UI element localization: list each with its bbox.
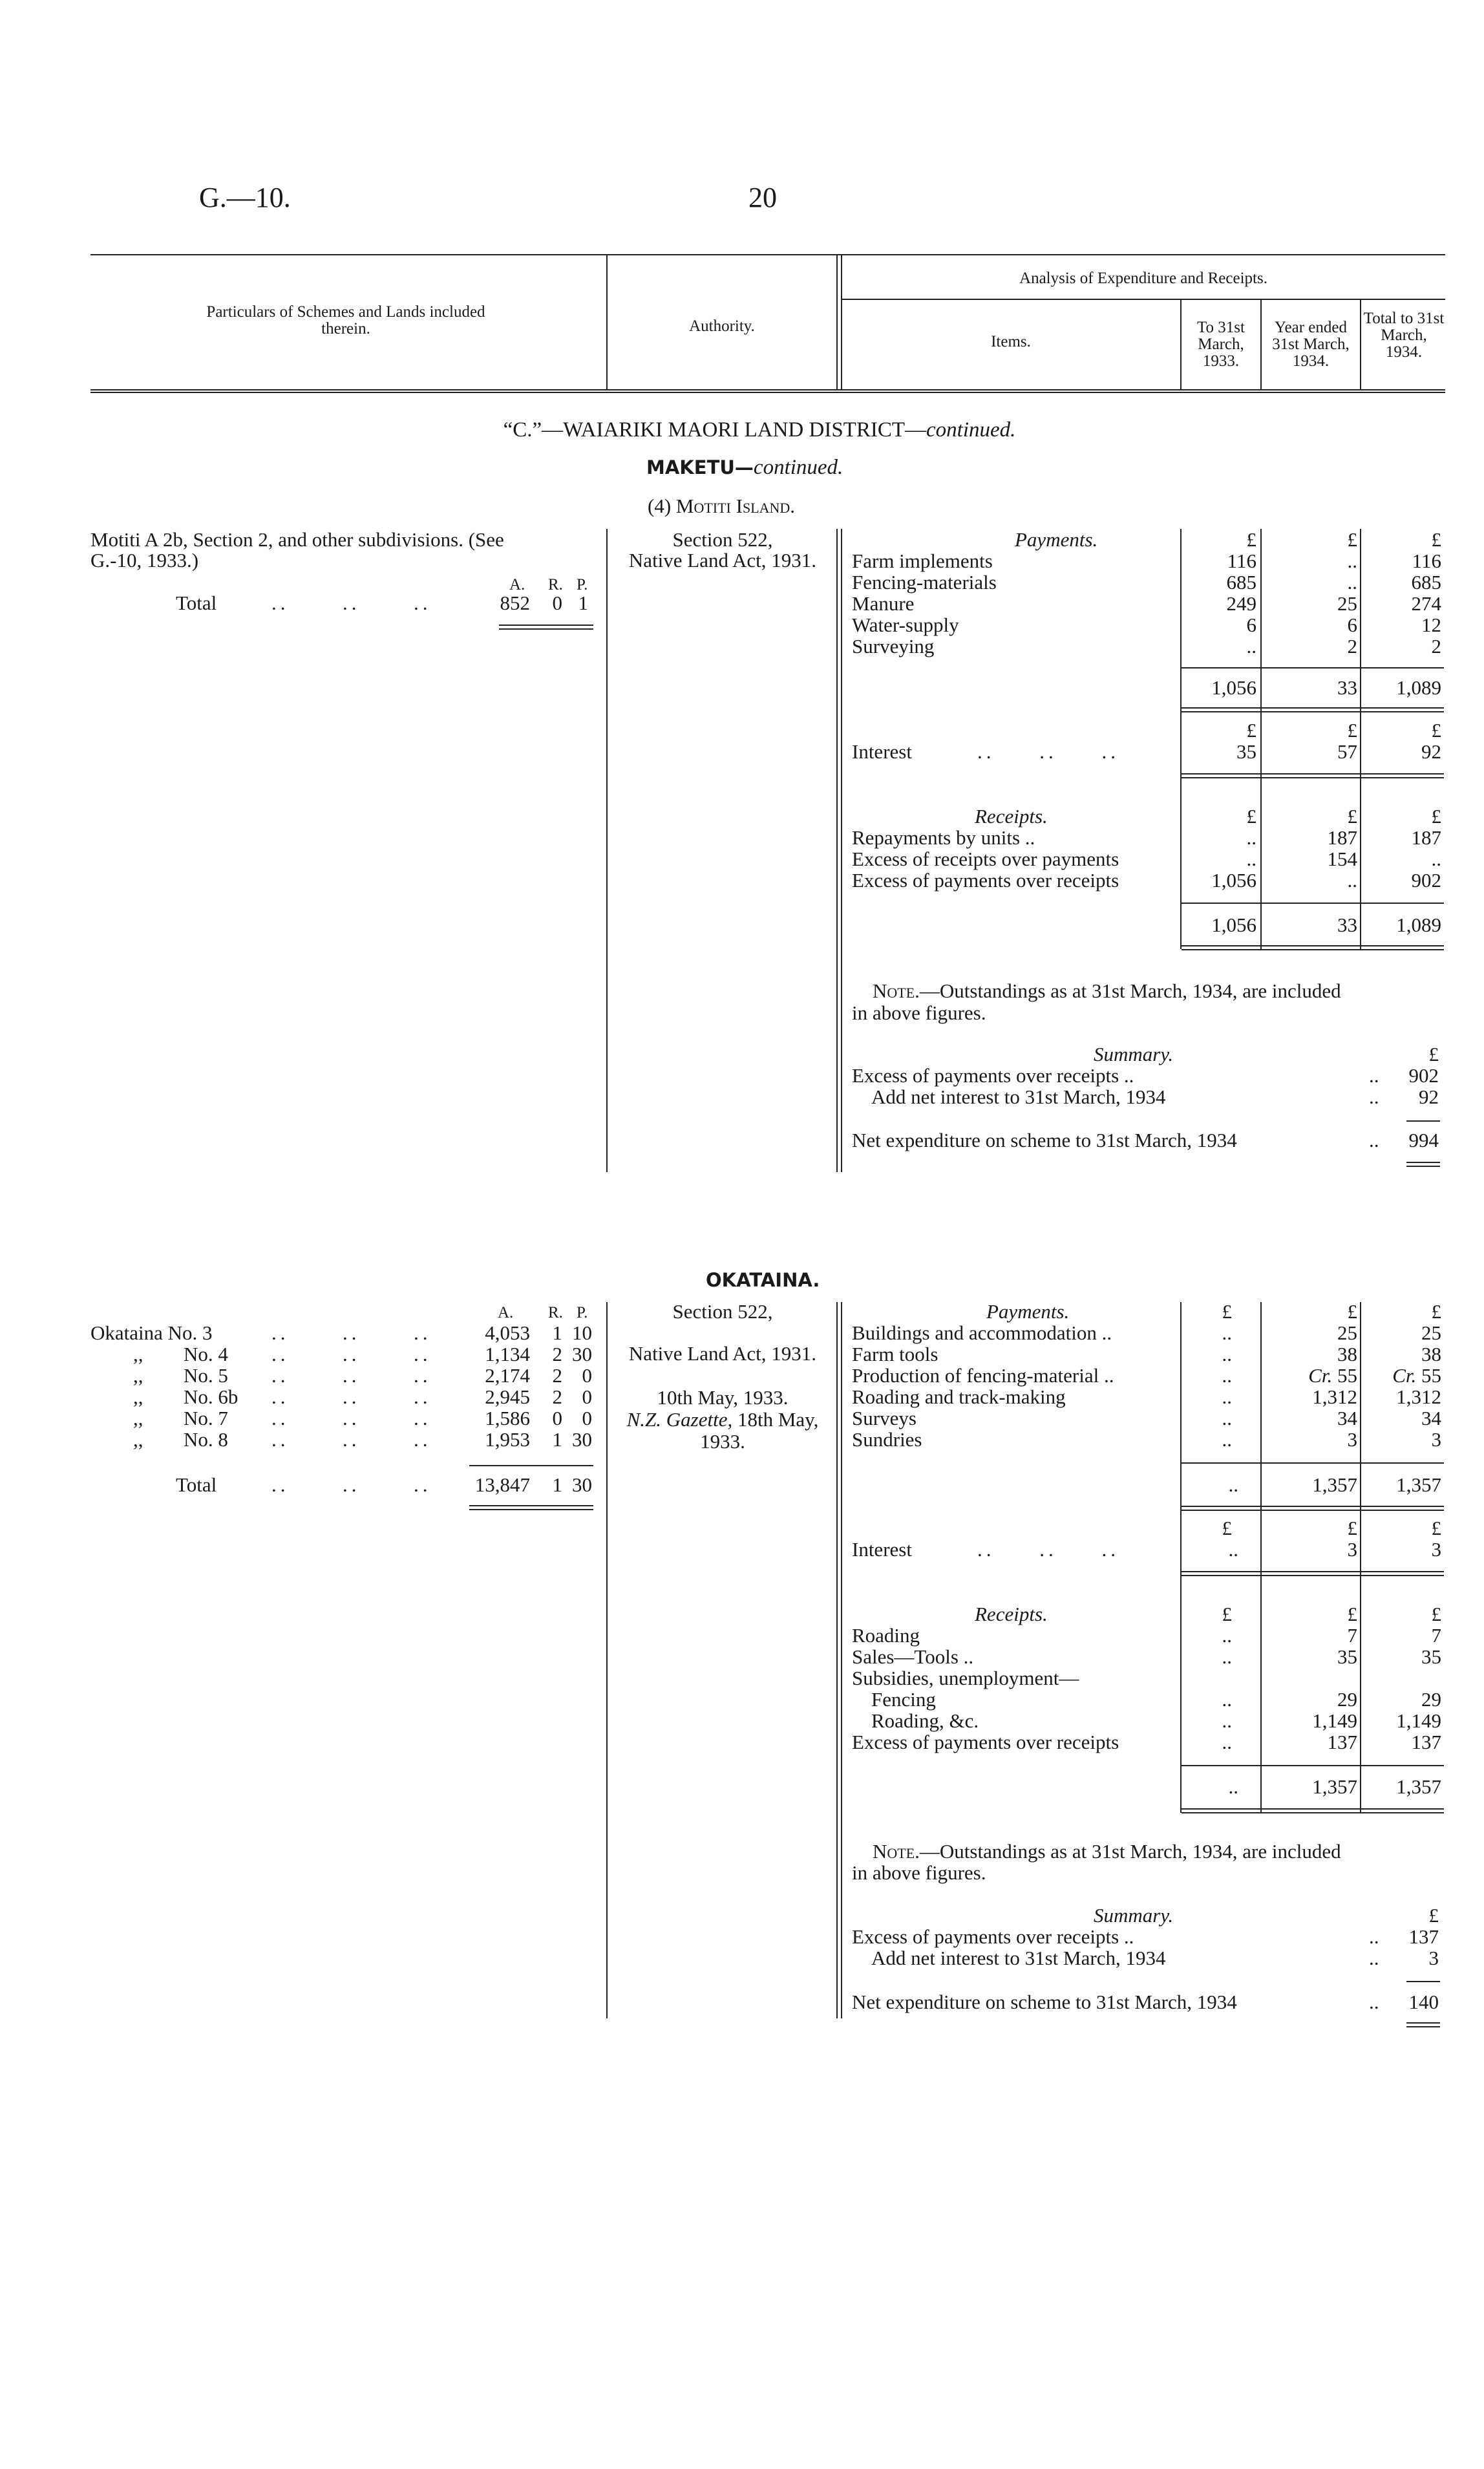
maketu-title: MAKETU—	[646, 456, 754, 478]
header-analysis: Analysis of Expenditure and Receipts.	[1019, 270, 1267, 287]
land-leader: .. .. ..	[271, 1364, 432, 1387]
motiti-interest-1: 35	[1236, 740, 1256, 763]
item-label: Excess of receipts over payments	[852, 848, 1119, 870]
item-value: ..	[1246, 848, 1256, 870]
item-value: ..	[1222, 1688, 1232, 1711]
motiti-net-leader: ..	[1369, 1129, 1379, 1151]
okataina-authority-1: Section 522,	[672, 1300, 773, 1323]
item-value: 1,312	[1312, 1385, 1357, 1408]
item-value: 34	[1421, 1407, 1441, 1429]
summary-value: 3	[1428, 1947, 1439, 1969]
item-value	[1366, 1365, 1441, 1387]
item-value: 38	[1421, 1343, 1441, 1365]
item-label: Sales—Tools ..	[852, 1645, 974, 1668]
land-name: Okataina No. 3	[90, 1321, 213, 1344]
okataina-payments-total-3: 1,357	[1396, 1473, 1441, 1496]
motiti-payments-total-2: 33	[1337, 676, 1357, 699]
summary-leader: ..	[1369, 1925, 1379, 1948]
item-value: ..	[1347, 571, 1357, 593]
motiti-interest-cur-2: £	[1347, 719, 1357, 742]
motiti-receipts-total-2: 33	[1337, 914, 1357, 936]
okataina-gazette: N.Z. Gazette,	[626, 1408, 733, 1431]
item-value: ..	[1347, 869, 1357, 892]
district-title: “C.”—WAIARIKI MAORI LAND DISTRICT—	[503, 418, 927, 442]
header-col2: Year ended 31st March, 1934.	[1272, 319, 1350, 370]
item-value: ..	[1222, 1624, 1232, 1647]
summary-item: Excess of payments over receipts ..	[852, 1925, 1134, 1948]
okataina-interest-leader: .. .. ..	[977, 1538, 1119, 1561]
okataina-receipts-cur-3: £	[1431, 1603, 1441, 1625]
motiti-payments-head: Payments.	[1015, 528, 1098, 551]
item-value: 7	[1347, 1624, 1357, 1647]
item-value: ..	[1222, 1321, 1232, 1344]
summary-leader: ..	[1369, 1947, 1379, 1969]
okataina-summary-head: Summary.	[1094, 1904, 1174, 1927]
item-value: 685	[1411, 571, 1441, 593]
okataina-receipts-total-1: ..	[1228, 1775, 1238, 1798]
item-label: Surveys	[852, 1407, 917, 1429]
item-value: 12	[1421, 614, 1441, 636]
motiti-receipts-head: Receipts.	[975, 805, 1048, 828]
okataina-interest-cur-3: £	[1431, 1517, 1441, 1539]
item-value: 116	[1227, 550, 1256, 572]
header-items: Items.	[991, 333, 1031, 350]
item-value: 29	[1337, 1688, 1357, 1711]
okataina-receipts-head: Receipts.	[975, 1603, 1048, 1625]
okataina-arp-a: A.	[498, 1304, 514, 1321]
item-label: Roading	[852, 1624, 920, 1647]
okataina-interest-cur-1: £	[1222, 1517, 1232, 1539]
item-value: 137	[1411, 1731, 1441, 1753]
okataina-receipts-total-3: 1,357	[1396, 1775, 1441, 1798]
motiti-interest-cur-3: £	[1431, 719, 1441, 742]
maketu-heading	[646, 456, 843, 478]
motiti-summary-currency: £	[1428, 1043, 1439, 1065]
motiti-currency-2: £	[1347, 528, 1357, 551]
item-value: 3	[1347, 1428, 1357, 1451]
item-label: Excess of payments over receipts	[852, 1731, 1119, 1753]
okataina-authority-4	[609, 1409, 836, 1431]
motiti-note-text: —Outstandings as at 31st March, 1934, are included	[919, 979, 1341, 1002]
land-leader: .. .. ..	[271, 1407, 432, 1429]
motiti-authority-1: Section 522,	[672, 528, 773, 551]
item-value: ..	[1222, 1364, 1232, 1387]
credit-marker: Cr.	[1308, 1364, 1333, 1387]
okataina-note	[873, 1841, 1341, 1863]
okataina-interest-3: 3	[1431, 1538, 1441, 1561]
motiti-rule-a	[606, 529, 608, 1172]
land-perches: 0	[582, 1385, 592, 1408]
okataina-currency-3: £	[1431, 1300, 1441, 1323]
motiti-receipts-total-3: 1,089	[1396, 914, 1441, 936]
okataina-authority-2: Native Land Act, 1931.	[628, 1342, 817, 1365]
item-value: 2	[1347, 635, 1357, 657]
header-col1: To 31st March, 1933.	[1197, 319, 1245, 370]
item-label: Fencing	[871, 1688, 936, 1711]
okataina-arp-p: P.	[577, 1304, 588, 1321]
motiti-note	[873, 980, 1341, 1002]
summary-leader: ..	[1369, 1064, 1379, 1087]
motiti-interest-2: 57	[1337, 740, 1357, 763]
okataina-authority-5: 1933.	[700, 1430, 745, 1453]
okataina-note-line2: in above figures.	[852, 1861, 986, 1884]
land-roods: 2	[552, 1343, 562, 1365]
item-label: Subsidies, unemployment—	[852, 1667, 1079, 1689]
okataina-interest-2: 3	[1347, 1538, 1357, 1561]
item-value: 1,149	[1396, 1709, 1441, 1732]
land-leader: .. .. ..	[271, 1428, 432, 1451]
okataina-currency-1: £	[1222, 1300, 1232, 1323]
okataina-receipts-cur-1: £	[1222, 1603, 1232, 1625]
item-value: 249	[1226, 592, 1256, 615]
motiti-note-line2: in above figures.	[852, 1001, 986, 1024]
header-particulars: Particulars of Schemes and Lands included therein.	[206, 303, 485, 337]
district-heading	[452, 419, 1066, 441]
item-value: ..	[1431, 848, 1441, 870]
item-value: 34	[1337, 1407, 1357, 1429]
item-label: Fencing-materials	[852, 571, 997, 593]
motiti-total-r: 0	[552, 592, 562, 614]
motiti-arp-a: A.	[509, 576, 525, 593]
motiti-net-label: Net expenditure on scheme to 31st March, 1934	[852, 1129, 1237, 1151]
motiti-interest-cur-1: £	[1246, 719, 1256, 742]
item-value: 7	[1431, 1624, 1441, 1647]
okataina-rule-c	[841, 1302, 842, 2018]
land-perches: 30	[572, 1343, 592, 1365]
item-label: Production of fencing-material ..	[852, 1364, 1114, 1387]
motiti-net-value: 994	[1408, 1129, 1439, 1151]
item-value: 685	[1226, 571, 1256, 593]
ditto-mark: ,,	[133, 1364, 143, 1387]
land-acres: 1,953	[485, 1428, 530, 1451]
motiti-payments-total-1: 1,056	[1211, 676, 1256, 699]
item-label: Excess of payments over receipts	[852, 869, 1119, 892]
item-label: Sundries	[852, 1428, 922, 1451]
summary-item: Excess of payments over receipts ..	[852, 1064, 1134, 1087]
motiti-receipts-total-1: 1,056	[1211, 914, 1256, 936]
item-value: 1,056	[1211, 869, 1256, 892]
item-value: ..	[1222, 1343, 1232, 1365]
okataina-interest-1: ..	[1228, 1538, 1238, 1561]
motiti-receipts-cur-1: £	[1246, 805, 1256, 828]
motiti-receipts-cur-3: £	[1431, 805, 1441, 828]
item-label: Buildings and accommodation ..	[852, 1321, 1112, 1344]
okataina-receipts-total-2: 1,357	[1312, 1775, 1357, 1798]
page-ref: G.—10.	[199, 182, 291, 213]
okataina-total-p: 30	[572, 1473, 592, 1496]
motiti-interest-leader: .. .. ..	[977, 740, 1119, 763]
item-value: 25	[1337, 1321, 1357, 1344]
motiti-interest-3: 92	[1421, 740, 1441, 763]
item-value: 1,149	[1312, 1709, 1357, 1732]
motiti-payments-total-3: 1,089	[1396, 676, 1441, 699]
okataina-summary-currency: £	[1428, 1904, 1439, 1927]
okataina-total-a: 13,847	[474, 1473, 530, 1496]
item-value: 29	[1421, 1688, 1441, 1711]
item-value: ..	[1222, 1709, 1232, 1732]
summary-value: 92	[1419, 1085, 1439, 1108]
item-value: 6	[1246, 614, 1256, 636]
item-value: 1,312	[1396, 1385, 1441, 1408]
motiti-arp-p: P.	[577, 576, 588, 593]
land-perches: 0	[582, 1364, 592, 1387]
credit-value: 55	[1421, 1364, 1441, 1387]
okataina-net-leader: ..	[1369, 1991, 1379, 2013]
land-perches: 0	[582, 1407, 592, 1429]
land-acres: 4,053	[485, 1321, 530, 1344]
item-value: 25	[1337, 592, 1357, 615]
okataina-rule-b	[836, 1302, 838, 2018]
land-name: No. 8	[184, 1428, 228, 1451]
item-value: 3	[1431, 1428, 1441, 1451]
credit-marker: Cr.	[1392, 1364, 1417, 1387]
item-label: Surveying	[852, 635, 935, 657]
okataina-interest-label: Interest	[852, 1538, 912, 1561]
land-acres: 1,134	[485, 1343, 530, 1365]
item-value: 187	[1411, 826, 1441, 849]
land-roods: 0	[552, 1407, 562, 1429]
item-label: Roading and track-making	[852, 1385, 1066, 1408]
okataina-total-r: 1	[552, 1473, 562, 1496]
motiti-subtitle: (4) Motiti Island.	[648, 495, 796, 517]
item-label: Water-supply	[852, 614, 959, 636]
item-label: Farm implements	[852, 550, 993, 572]
motiti-currency-1: £	[1246, 528, 1256, 551]
item-label: Farm tools	[852, 1343, 938, 1365]
summary-item: Add net interest to 31st March, 1934	[871, 1947, 1166, 1969]
item-value: 25	[1421, 1321, 1441, 1344]
okataina-rule-a	[606, 1302, 608, 2018]
summary-item: Add net interest to 31st March, 1934	[871, 1085, 1166, 1108]
okataina-receipts-cur-2: £	[1347, 1603, 1357, 1625]
item-value: ..	[1347, 550, 1357, 572]
item-value: 35	[1421, 1645, 1441, 1668]
okataina-net-value: 140	[1408, 1991, 1439, 2013]
land-perches: 30	[572, 1428, 592, 1451]
motiti-arp-r: R.	[548, 576, 563, 593]
district-continued: continued.	[926, 418, 1016, 442]
motiti-total-a: 852	[500, 592, 530, 614]
land-roods: 1	[552, 1321, 562, 1344]
item-value: ..	[1246, 635, 1256, 657]
okataina-arp-r: R.	[548, 1304, 563, 1321]
land-name: No. 5	[184, 1364, 228, 1387]
summary-leader: ..	[1369, 1085, 1379, 1108]
item-value: ..	[1222, 1385, 1232, 1408]
motiti-rule-c	[841, 529, 842, 1172]
item-value: 187	[1327, 826, 1357, 849]
motiti-total-p: 1	[578, 592, 588, 614]
okataina-payments-total-2: 1,357	[1312, 1473, 1357, 1496]
okataina-total-leader: .. .. ..	[271, 1473, 432, 1496]
item-label: Roading, &c.	[871, 1709, 979, 1732]
okataina-total-label: Total	[176, 1473, 217, 1496]
item-value: 274	[1411, 592, 1441, 615]
land-leader: .. .. ..	[271, 1343, 432, 1365]
item-value: 116	[1412, 550, 1441, 572]
item-label: Manure	[852, 592, 915, 615]
land-roods: 2	[552, 1364, 562, 1387]
land-perches: 10	[572, 1321, 592, 1344]
item-value: 38	[1337, 1343, 1357, 1365]
motiti-total-leader: .. .. ..	[271, 592, 432, 614]
motiti-currency-3: £	[1431, 528, 1441, 551]
summary-value: 902	[1408, 1064, 1439, 1087]
okataina-interest-cur-2: £	[1347, 1517, 1357, 1539]
land-acres: 1,586	[485, 1407, 530, 1429]
credit-value: 55	[1337, 1364, 1357, 1387]
ditto-mark: ,,	[133, 1428, 143, 1451]
okataina-payments-total-1: ..	[1228, 1473, 1238, 1496]
motiti-rule-b	[836, 529, 838, 1172]
motiti-receipts-cur-2: £	[1347, 805, 1357, 828]
page-number: 20	[748, 182, 777, 213]
okataina-payments-head: Payments.	[986, 1300, 1070, 1323]
okataina-gazette-date: 18th May,	[732, 1408, 819, 1431]
motiti-interest-label: Interest	[852, 740, 912, 763]
item-label: Repayments by units ..	[852, 826, 1035, 849]
item-value: 902	[1411, 869, 1441, 892]
item-value: 2	[1431, 635, 1441, 657]
motiti-summary-head: Summary.	[1094, 1043, 1174, 1065]
land-name: No. 7	[184, 1407, 228, 1429]
land-leader: .. .. ..	[271, 1321, 432, 1344]
item-value: ..	[1222, 1645, 1232, 1668]
land-roods: 1	[552, 1428, 562, 1451]
okataina-note-text: —Outstandings as at 31st March, 1934, are included	[919, 1840, 1341, 1863]
header-col3: Total to 31st March, 1934.	[1363, 310, 1445, 361]
motiti-authority-2: Native Land Act, 1931.	[628, 549, 817, 572]
item-value: ..	[1222, 1407, 1232, 1429]
item-value: 154	[1327, 848, 1357, 870]
motiti-total-label: Total	[176, 592, 217, 614]
okataina-currency-2: £	[1347, 1300, 1357, 1323]
ditto-mark: ,,	[133, 1407, 143, 1429]
item-value	[1267, 1365, 1357, 1387]
land-acres: 2,174	[485, 1364, 530, 1387]
okataina-net-label: Net expenditure on scheme to 31st March, 1934	[852, 1991, 1237, 2013]
ditto-mark: ,,	[133, 1385, 143, 1408]
okataina-authority-3: 10th May, 1933.	[657, 1386, 789, 1409]
ditto-mark: ,,	[133, 1343, 143, 1365]
header-authority: Authority.	[689, 317, 755, 335]
item-value: 6	[1347, 614, 1357, 636]
land-acres: 2,945	[485, 1385, 530, 1408]
okataina-title: OKATAINA.	[706, 1269, 820, 1291]
item-value: ..	[1222, 1731, 1232, 1753]
item-value: 35	[1337, 1645, 1357, 1668]
land-leader: .. .. ..	[271, 1385, 432, 1408]
item-value: ..	[1222, 1428, 1232, 1451]
item-value: ..	[1246, 826, 1256, 849]
land-name: No. 6b	[184, 1385, 238, 1408]
item-value: 137	[1327, 1731, 1357, 1753]
motiti-land-line1: Motiti A 2b, Section 2, and other subdivisions. (See	[90, 528, 504, 551]
land-roods: 2	[552, 1385, 562, 1408]
maketu-continued: continued.	[753, 456, 843, 479]
land-name: No. 4	[184, 1343, 228, 1365]
summary-value: 137	[1408, 1925, 1439, 1948]
motiti-land-line2: G.-10, 1933.)	[90, 549, 199, 572]
okataina-note-label: Note.	[873, 1840, 920, 1863]
motiti-note-label: Note.	[873, 979, 920, 1002]
